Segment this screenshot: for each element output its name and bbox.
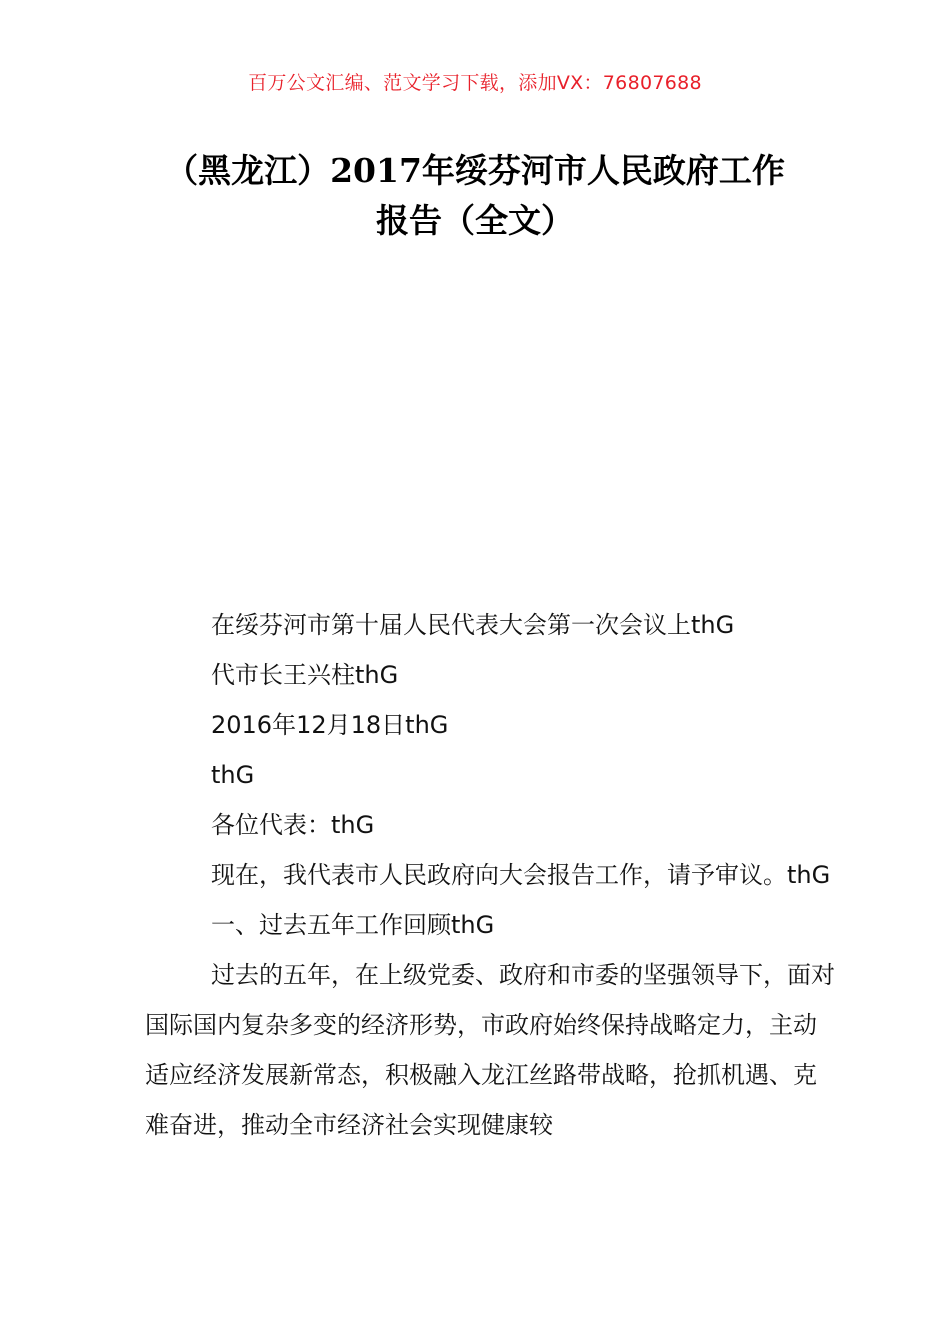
marker-line: thG [211, 761, 255, 789]
document-body [145, 600, 835, 1150]
title-line-2: 报告（全文） [376, 201, 574, 240]
body-paragraph: 过去的五年，在上级党委、政府和市委的坚强领导下，面对国际国内复杂多变的经济形势，市政府始终保持战略定力，主动适应经济发展新常态，积极融入龙江丝路带战略，抢抓机遇、克难奋进，推动全市经济社会实现健康较 [145, 961, 835, 1139]
date-line: 2016年12月18日thG [211, 711, 449, 739]
title-line-1: （黑龙江）2017年绥芬河市人民政府工作 [165, 151, 785, 190]
intro-paragraph: 现在，我代表市人民政府向大会报告工作，请予审议。thG [211, 861, 831, 889]
speaker-line: 代市长王兴柱thG [211, 661, 399, 689]
salutation-line: 各位代表：thG [211, 811, 375, 839]
meeting-line: 在绥芬河市第十届人民代表大会第一次会议上thG [211, 611, 735, 639]
section-heading: 一、过去五年工作回顾thG [211, 911, 495, 939]
document-title [0, 146, 950, 246]
watermark-header: 百万公文汇编、范文学习下载，添加VX：76807688 [248, 72, 702, 94]
